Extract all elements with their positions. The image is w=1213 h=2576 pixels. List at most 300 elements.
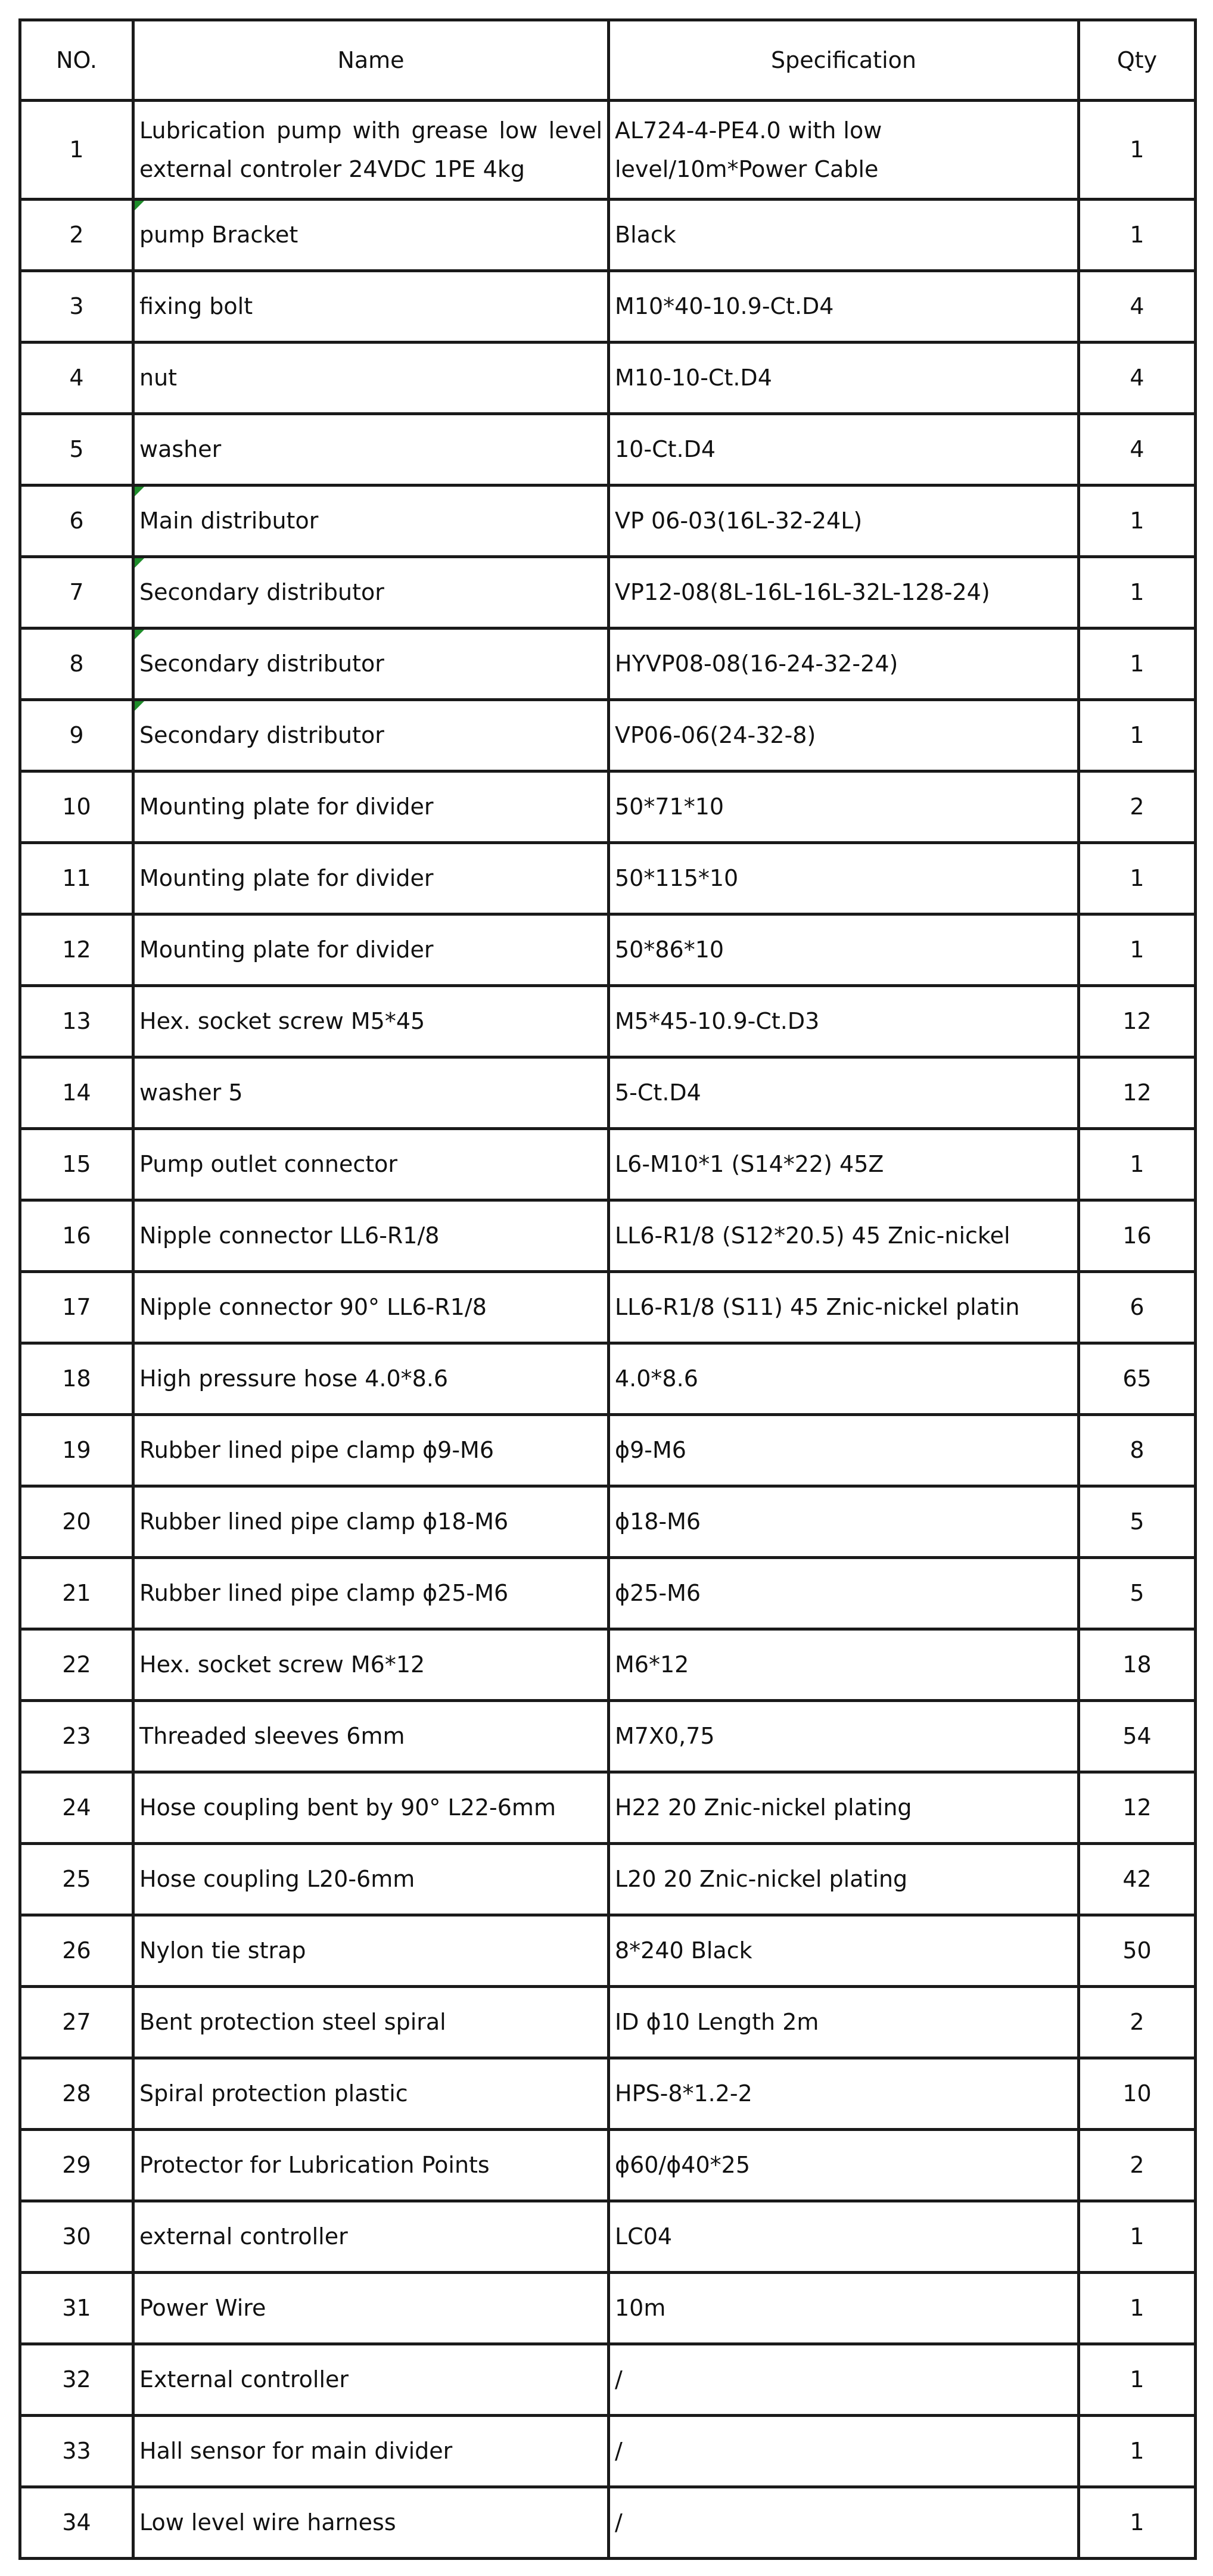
cell-no-text: 19 <box>62 1437 91 1464</box>
cell-specification <box>609 1343 1079 1415</box>
cell-name-text: Nylon tie strap <box>139 1937 306 1964</box>
cell-name <box>133 2273 609 2344</box>
cell-specification-text: 4.0*8.6 <box>615 1365 698 1392</box>
table-row <box>20 2344 1196 2416</box>
cell-specification-text: LL6-R1/8 (S11) 45 Znic-nickel platin <box>615 1294 1020 1321</box>
cell-no-text: 33 <box>62 2438 91 2465</box>
cell-specification <box>609 1701 1079 1772</box>
cell-name <box>133 271 609 343</box>
cell-qty-text: 1 <box>1130 1151 1144 1178</box>
cell-qty <box>1079 1701 1196 1772</box>
cell-specification-text: 50*86*10 <box>615 937 724 963</box>
cell-name <box>133 1629 609 1701</box>
cell-no-text: 22 <box>62 1651 91 1678</box>
cell-specification-text: 10-Ct.D4 <box>615 436 716 463</box>
cell-name <box>133 1272 609 1343</box>
cell-qty-text: 1 <box>1130 2223 1144 2250</box>
cell-specification <box>609 271 1079 343</box>
cell-qty-text: 10 <box>1122 2080 1152 2107</box>
cell-specification-text: Black <box>615 222 676 248</box>
cell-name-text: nut <box>139 365 178 391</box>
cell-specification <box>609 2487 1079 2559</box>
cell-qty <box>1079 1200 1196 1272</box>
cell-specification <box>609 1486 1079 1558</box>
cell-name-text: Spiral protection plastic <box>139 2080 408 2107</box>
bill-of-materials-sheet <box>18 18 1194 2560</box>
cell-specification <box>609 200 1079 271</box>
table-row <box>20 843 1196 914</box>
cell-name <box>133 2344 609 2416</box>
cell-name-text: High pressure hose 4.0*8.6 <box>139 1365 449 1392</box>
cell-no <box>20 2487 133 2559</box>
cell-name-text: Mounting plate for divider <box>139 865 434 892</box>
cell-corner-marker <box>135 630 144 639</box>
table-row <box>20 343 1196 414</box>
cell-specification-text: / <box>615 2509 623 2536</box>
cell-no-text: 32 <box>62 2366 91 2393</box>
cell-no-text: 6 <box>69 508 84 534</box>
cell-specification <box>609 986 1079 1057</box>
cell-specification <box>609 1200 1079 1272</box>
cell-name <box>133 1200 609 1272</box>
cell-no <box>20 1629 133 1701</box>
cell-specification <box>609 629 1079 700</box>
cell-name <box>133 1486 609 1558</box>
cell-no <box>20 1701 133 1772</box>
cell-qty <box>1079 343 1196 414</box>
cell-no-text: 11 <box>62 865 91 892</box>
cell-corner-marker <box>135 558 144 568</box>
cell-name <box>133 986 609 1057</box>
cell-specification-text: LC04 <box>615 2223 673 2250</box>
cell-specification-text: M10*40-10.9-Ct.D4 <box>615 293 834 320</box>
cell-qty <box>1079 2344 1196 2416</box>
cell-no-text: 9 <box>69 722 84 749</box>
cell-name <box>133 629 609 700</box>
table-row <box>20 2058 1196 2130</box>
cell-specification <box>609 700 1079 771</box>
cell-qty <box>1079 271 1196 343</box>
cell-qty-text: 12 <box>1122 1794 1152 1821</box>
cell-name-text: Low level wire harness <box>139 2509 396 2536</box>
header-specification: Specification <box>609 20 1079 101</box>
cell-no <box>20 2273 133 2344</box>
cell-name-text: Hose coupling L20-6mm <box>139 1866 415 1893</box>
cell-no <box>20 1486 133 1558</box>
table-row <box>20 1987 1196 2058</box>
table-row <box>20 1915 1196 1987</box>
cell-name-text: external controller <box>139 2223 348 2250</box>
cell-specification-text: ϕ9-M6 <box>615 1437 686 1464</box>
cell-qty-text: 1 <box>1130 2438 1144 2465</box>
cell-qty-text: 4 <box>1130 365 1144 391</box>
cell-qty <box>1079 629 1196 700</box>
cell-no-text: 21 <box>62 1580 91 1607</box>
cell-name-text: Rubber lined pipe clamp ϕ25-M6 <box>139 1580 509 1607</box>
cell-no <box>20 986 133 1057</box>
cell-qty-text: 5 <box>1130 1508 1144 1535</box>
cell-name <box>133 1057 609 1129</box>
cell-qty-text: 1 <box>1130 937 1144 963</box>
cell-qty <box>1079 1629 1196 1701</box>
cell-specification-text: 50*115*10 <box>615 865 739 892</box>
cell-qty-text: 1 <box>1130 722 1144 749</box>
cell-name <box>133 200 609 271</box>
cell-qty <box>1079 1558 1196 1629</box>
cell-specification <box>609 914 1079 986</box>
cell-qty <box>1079 486 1196 557</box>
cell-no <box>20 2344 133 2416</box>
cell-corner-marker <box>135 201 144 210</box>
cell-no-text: 25 <box>62 1866 91 1893</box>
cell-qty <box>1079 700 1196 771</box>
cell-no <box>20 2130 133 2201</box>
table-row <box>20 2416 1196 2487</box>
cell-qty <box>1079 2273 1196 2344</box>
table-row <box>20 1129 1196 1200</box>
cell-name <box>133 1915 609 1987</box>
table-row <box>20 771 1196 843</box>
cell-specification <box>609 414 1079 486</box>
cell-no <box>20 1343 133 1415</box>
cell-no <box>20 343 133 414</box>
cell-qty-text: 6 <box>1130 1294 1144 1321</box>
cell-specification <box>609 1772 1079 1844</box>
cell-no <box>20 1844 133 1915</box>
cell-specification-text: LL6-R1/8 (S12*20.5) 45 Znic-nickel <box>615 1222 1010 1249</box>
cell-name-text: Hall sensor for main divider <box>139 2438 453 2465</box>
cell-qty <box>1079 1343 1196 1415</box>
cell-name <box>133 1844 609 1915</box>
cell-name-text: Rubber lined pipe clamp ϕ9-M6 <box>139 1437 494 1464</box>
cell-no <box>20 1272 133 1343</box>
table-row <box>20 1772 1196 1844</box>
table-row <box>20 101 1196 200</box>
cell-name <box>133 2416 609 2487</box>
table-row <box>20 2487 1196 2559</box>
cell-specification-text: M5*45-10.9-Ct.D3 <box>615 1008 820 1035</box>
cell-corner-marker <box>135 487 144 496</box>
table-row <box>20 1200 1196 1272</box>
cell-qty-text: 1 <box>1130 2366 1144 2393</box>
cell-name-text: Power Wire <box>139 2295 266 2322</box>
cell-qty <box>1079 771 1196 843</box>
table-row <box>20 200 1196 271</box>
cell-name <box>133 914 609 986</box>
cell-qty-text: 1 <box>1130 579 1144 606</box>
cell-no <box>20 843 133 914</box>
header-qty: Qty <box>1079 20 1196 101</box>
table-row <box>20 1701 1196 1772</box>
cell-no-text: 1 <box>69 136 84 163</box>
cell-no <box>20 101 133 200</box>
cell-no-text: 30 <box>62 2223 91 2250</box>
cell-name-text: Hose coupling bent by 90° L22-6mm <box>139 1794 556 1821</box>
cell-specification <box>609 1844 1079 1915</box>
cell-no-text: 10 <box>62 794 91 820</box>
cell-qty <box>1079 2201 1196 2273</box>
cell-qty <box>1079 1415 1196 1486</box>
cell-specification <box>609 101 1079 200</box>
cell-qty-text: 1 <box>1130 865 1144 892</box>
cell-name <box>133 700 609 771</box>
cell-qty <box>1079 843 1196 914</box>
cell-name-text: Mounting plate for divider <box>139 937 434 963</box>
cell-no <box>20 1772 133 1844</box>
cell-specification <box>609 1129 1079 1200</box>
cell-no <box>20 771 133 843</box>
cell-specification <box>609 1915 1079 1987</box>
cell-qty <box>1079 914 1196 986</box>
table-row <box>20 1057 1196 1129</box>
cell-qty <box>1079 986 1196 1057</box>
cell-no <box>20 271 133 343</box>
bill-of-materials-table <box>18 18 1197 2560</box>
table-row <box>20 2130 1196 2201</box>
header-no: NO. <box>20 20 133 101</box>
cell-no-text: 3 <box>69 293 84 320</box>
cell-qty-text: 2 <box>1130 2009 1144 2036</box>
cell-name-text: Nipple connector 90° LL6-R1/8 <box>139 1294 487 1321</box>
cell-qty-text: 42 <box>1122 1866 1152 1893</box>
cell-specification-text: L6-M10*1 (S14*22) 45Z <box>615 1151 884 1178</box>
table-row <box>20 1272 1196 1343</box>
cell-name-text: Secondary distributor <box>139 651 384 677</box>
cell-qty <box>1079 200 1196 271</box>
cell-name-text: Lubrication pump with grease low level external controler 24VDC 1PE 4kg <box>139 117 602 182</box>
cell-no <box>20 1415 133 1486</box>
cell-name <box>133 1987 609 2058</box>
cell-specification-text: AL724-4-PE4.0 with low level/10m*Power Cable <box>615 117 882 182</box>
cell-qty-text: 2 <box>1130 2152 1144 2179</box>
cell-name <box>133 486 609 557</box>
cell-no <box>20 486 133 557</box>
cell-no <box>20 1987 133 2058</box>
cell-specification-text: HYVP08-08(16-24-32-24) <box>615 651 898 677</box>
cell-no-text: 12 <box>62 937 91 963</box>
cell-qty-text: 1 <box>1130 651 1144 677</box>
cell-corner-marker <box>135 701 144 711</box>
cell-specification <box>609 1057 1079 1129</box>
cell-specification-text: M10-10-Ct.D4 <box>615 365 772 391</box>
cell-qty <box>1079 1772 1196 1844</box>
cell-specification-text: VP06-06(24-32-8) <box>615 722 816 749</box>
cell-name-text: Threaded sleeves 6mm <box>139 1723 405 1750</box>
table-row <box>20 914 1196 986</box>
cell-name-text: Secondary distributor <box>139 579 384 606</box>
cell-specification-text: ϕ25-M6 <box>615 1580 701 1607</box>
cell-specification <box>609 1272 1079 1343</box>
cell-no <box>20 914 133 986</box>
cell-name <box>133 101 609 200</box>
cell-name <box>133 343 609 414</box>
cell-no <box>20 2058 133 2130</box>
cell-qty-text: 1 <box>1130 2509 1144 2536</box>
cell-specification <box>609 2130 1079 2201</box>
cell-no <box>20 2201 133 2273</box>
cell-no-text: 16 <box>62 1222 91 1249</box>
cell-specification-text: 5-Ct.D4 <box>615 1079 701 1106</box>
cell-qty <box>1079 2130 1196 2201</box>
cell-qty-text: 5 <box>1130 1580 1144 1607</box>
cell-qty <box>1079 2058 1196 2130</box>
table-row <box>20 1486 1196 1558</box>
table-row <box>20 414 1196 486</box>
cell-no-text: 14 <box>62 1079 91 1106</box>
cell-name-text: Rubber lined pipe clamp ϕ18-M6 <box>139 1508 509 1535</box>
cell-specification <box>609 2201 1079 2273</box>
cell-name-text: External controller <box>139 2366 349 2393</box>
header-name: Name <box>133 20 609 101</box>
cell-qty-text: 1 <box>1130 2295 1144 2322</box>
cell-name-text: Nipple connector LL6-R1/8 <box>139 1222 440 1249</box>
cell-no <box>20 1200 133 1272</box>
cell-name-text: Secondary distributor <box>139 722 384 749</box>
cell-no-text: 17 <box>62 1294 91 1321</box>
cell-no-text: 26 <box>62 1937 91 1964</box>
cell-no-text: 27 <box>62 2009 91 2036</box>
cell-no-text: 24 <box>62 1794 91 1821</box>
cell-name-text: washer <box>139 436 222 463</box>
cell-name-text: Bent protection steel spiral <box>139 2009 446 2036</box>
cell-no-text: 31 <box>62 2295 91 2322</box>
cell-no <box>20 1129 133 1200</box>
cell-specification <box>609 343 1079 414</box>
cell-specification <box>609 557 1079 629</box>
cell-qty <box>1079 1057 1196 1129</box>
cell-name-text: Pump outlet connector <box>139 1151 398 1178</box>
table-row <box>20 700 1196 771</box>
cell-no <box>20 557 133 629</box>
cell-specification-text: VP12-08(8L-16L-16L-32L-128-24) <box>615 579 990 606</box>
cell-no-text: 28 <box>62 2080 91 2107</box>
cell-specification <box>609 1629 1079 1701</box>
cell-name <box>133 1415 609 1486</box>
cell-qty-text: 50 <box>1122 1937 1152 1964</box>
table-row <box>20 2201 1196 2273</box>
cell-qty-text: 12 <box>1122 1008 1152 1035</box>
table-row <box>20 557 1196 629</box>
cell-specification-text: L20 20 Znic-nickel plating <box>615 1866 908 1893</box>
cell-no-text: 8 <box>69 651 84 677</box>
cell-qty <box>1079 2487 1196 2559</box>
cell-qty-text: 8 <box>1130 1437 1144 1464</box>
cell-name <box>133 557 609 629</box>
cell-specification <box>609 771 1079 843</box>
cell-qty-text: 1 <box>1130 222 1144 248</box>
cell-specification <box>609 1415 1079 1486</box>
cell-name <box>133 2130 609 2201</box>
cell-name <box>133 1558 609 1629</box>
cell-no <box>20 414 133 486</box>
cell-qty <box>1079 1272 1196 1343</box>
cell-no-text: 13 <box>62 1008 91 1035</box>
cell-qty <box>1079 1129 1196 1200</box>
table-row <box>20 1558 1196 1629</box>
cell-qty-text: 4 <box>1130 436 1144 463</box>
cell-specification <box>609 843 1079 914</box>
table-row <box>20 1343 1196 1415</box>
cell-no-text: 18 <box>62 1365 91 1392</box>
cell-name-text: Main distributor <box>139 508 319 534</box>
cell-qty <box>1079 1486 1196 1558</box>
cell-specification-text: ID ϕ10 Length 2m <box>615 2009 819 2036</box>
cell-qty <box>1079 557 1196 629</box>
table-row <box>20 629 1196 700</box>
cell-no-text: 7 <box>69 579 84 606</box>
cell-qty <box>1079 414 1196 486</box>
table-row <box>20 986 1196 1057</box>
cell-name-text: pump Bracket <box>139 222 298 248</box>
cell-name <box>133 2487 609 2559</box>
cell-specification-text: / <box>615 2438 623 2465</box>
cell-name <box>133 771 609 843</box>
cell-qty-text: 1 <box>1130 136 1144 163</box>
cell-specification-text: M6*12 <box>615 1651 689 1678</box>
table-row <box>20 486 1196 557</box>
cell-no-text: 15 <box>62 1151 91 1178</box>
cell-no-text: 29 <box>62 2152 91 2179</box>
cell-specification <box>609 1558 1079 1629</box>
cell-qty-text: 65 <box>1122 1365 1152 1392</box>
cell-specification <box>609 1987 1079 2058</box>
cell-qty-text: 1 <box>1130 508 1144 534</box>
cell-name-text: Protector for Lubrication Points <box>139 2152 490 2179</box>
cell-name-text: Hex. socket screw M6*12 <box>139 1651 425 1678</box>
cell-no-text: 20 <box>62 1508 91 1535</box>
cell-no <box>20 1057 133 1129</box>
cell-specification <box>609 2058 1079 2130</box>
cell-no-text: 34 <box>62 2509 91 2536</box>
cell-no <box>20 1558 133 1629</box>
table-body <box>20 101 1196 2559</box>
cell-qty <box>1079 1844 1196 1915</box>
cell-no-text: 2 <box>69 222 84 248</box>
cell-no <box>20 200 133 271</box>
cell-qty-text: 12 <box>1122 1079 1152 1106</box>
cell-specification-text: ϕ18-M6 <box>615 1508 701 1535</box>
cell-specification-text: H22 20 Znic-nickel plating <box>615 1794 912 1821</box>
cell-qty <box>1079 1987 1196 2058</box>
cell-specification <box>609 2416 1079 2487</box>
cell-specification <box>609 486 1079 557</box>
cell-specification-text: / <box>615 2366 623 2393</box>
cell-specification <box>609 2344 1079 2416</box>
cell-specification-text: VP 06-03(16L-32-24L) <box>615 508 863 534</box>
cell-specification-text: M7X0,75 <box>615 1723 715 1750</box>
table-row <box>20 2273 1196 2344</box>
cell-name-text: washer 5 <box>139 1079 243 1106</box>
cell-qty-text: 4 <box>1130 293 1144 320</box>
cell-name <box>133 1701 609 1772</box>
table-row <box>20 271 1196 343</box>
cell-no <box>20 1915 133 1987</box>
cell-no-text: 5 <box>69 436 84 463</box>
table-row <box>20 1844 1196 1915</box>
cell-name-text: Hex. socket screw M5*45 <box>139 1008 425 1035</box>
cell-specification-text: 10m <box>615 2295 666 2322</box>
cell-name <box>133 1343 609 1415</box>
table-header-row <box>20 20 1196 101</box>
cell-qty-text: 18 <box>1122 1651 1152 1678</box>
cell-specification-text: HPS-8*1.2-2 <box>615 2080 752 2107</box>
cell-no-text: 4 <box>69 365 84 391</box>
cell-specification-text: 8*240 Black <box>615 1937 752 1964</box>
cell-qty-text: 16 <box>1122 1222 1152 1249</box>
cell-specification <box>609 2273 1079 2344</box>
cell-no <box>20 629 133 700</box>
cell-qty <box>1079 101 1196 200</box>
